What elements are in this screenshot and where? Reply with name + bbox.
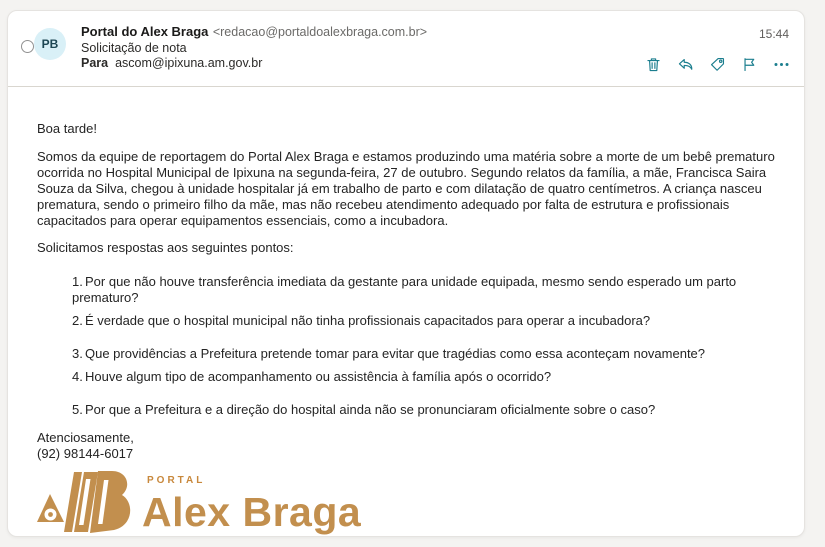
phone-number: (92) 98144-6017 bbox=[37, 446, 134, 461]
signature-logo-text bbox=[142, 466, 361, 534]
to-address[interactable]: ascom@ipixuna.am.gov.br bbox=[115, 56, 263, 70]
list-item-text: É verdade que o hospital municipal não tinha profissionais capacitados para operar a incubadora? bbox=[85, 313, 651, 328]
body-paragraph: Somos da equipe de reportagem do Portal Alex Braga e estamos produzindo uma matéria sobre a morte de um bebê prematuro ocorrida no Hospital Municipal de Ipixuna na segunda-feira, 27 de outubro. Segundo relatos da família, a mãe, Francisca Saira Souza da Silva, chegou à unidade hospitalar já em trabalho de parto e com dilatação de quatro centímetros. A criança nasceu prematura, sendo o primeiro filho da mãe, mas não recebeu atendimento adequado por falta de estrutura e profissionais capacitados para operar equipamentos essenciais, como a incubadora. bbox=[37, 149, 775, 228]
list-item-text: Houve algum tipo de acompanhamento ou assistência à família após o ocorrido? bbox=[85, 369, 552, 384]
list-item bbox=[72, 346, 776, 362]
list-item-text: Que providências a Prefeitura pretende tomar para evitar que tragédias como essa aconteçam novamente? bbox=[85, 346, 706, 361]
request-intro-text: Solicitamos respostas aos seguintes pontos: bbox=[37, 240, 294, 255]
question-list bbox=[72, 274, 776, 418]
greeting-text: Boa tarde! bbox=[37, 121, 97, 136]
email-card bbox=[7, 10, 805, 537]
list-item-text: Por que a Prefeitura e a direção do hospital ainda não se pronunciaram oficialmente sobre o caso? bbox=[85, 402, 656, 417]
list-item bbox=[72, 274, 776, 306]
avatar-initials: PB bbox=[41, 37, 59, 51]
logo-brand-text: Alex Braga bbox=[142, 489, 362, 535]
avatar[interactable] bbox=[34, 28, 66, 60]
closing-text: Atenciosamente, bbox=[37, 430, 134, 445]
more-actions-icon[interactable] bbox=[773, 56, 790, 73]
email-subject: Solicitação de nota bbox=[81, 40, 187, 55]
alex-braga-logo-mark bbox=[37, 466, 133, 538]
received-time: 15:44 bbox=[758, 27, 789, 41]
sender-email: <redacao@portaldoalexbraga.com.br> bbox=[212, 25, 428, 39]
message-action-bar bbox=[645, 56, 790, 73]
delete-icon[interactable] bbox=[645, 56, 662, 73]
list-item-number: 4. bbox=[72, 369, 83, 384]
list-item-text: Por que não houve transferência imediata da gestante para unidade equipada, mesmo sendo esperado um parto prematuro? bbox=[72, 274, 737, 305]
email-body bbox=[8, 87, 804, 538]
list-item-number: 1. bbox=[72, 274, 83, 289]
flag-icon[interactable] bbox=[741, 56, 758, 73]
recipient-line bbox=[81, 56, 427, 72]
list-item-number: 5. bbox=[72, 402, 83, 417]
categorize-tag-icon[interactable] bbox=[709, 56, 726, 73]
list-item bbox=[72, 369, 776, 385]
email-header bbox=[8, 11, 804, 86]
sender-name[interactable]: Portal do Alex Braga bbox=[81, 24, 209, 39]
logo-portal-text: PORTAL bbox=[147, 475, 206, 486]
to-label: Para bbox=[81, 56, 109, 70]
signature-logo bbox=[37, 466, 776, 538]
email-meta bbox=[81, 24, 427, 72]
reply-icon[interactable] bbox=[677, 56, 694, 73]
list-item bbox=[72, 313, 776, 329]
list-item bbox=[72, 402, 776, 418]
list-item-number: 3. bbox=[72, 346, 83, 361]
select-email-radio[interactable] bbox=[21, 40, 34, 53]
list-item-number: 2. bbox=[72, 313, 83, 328]
